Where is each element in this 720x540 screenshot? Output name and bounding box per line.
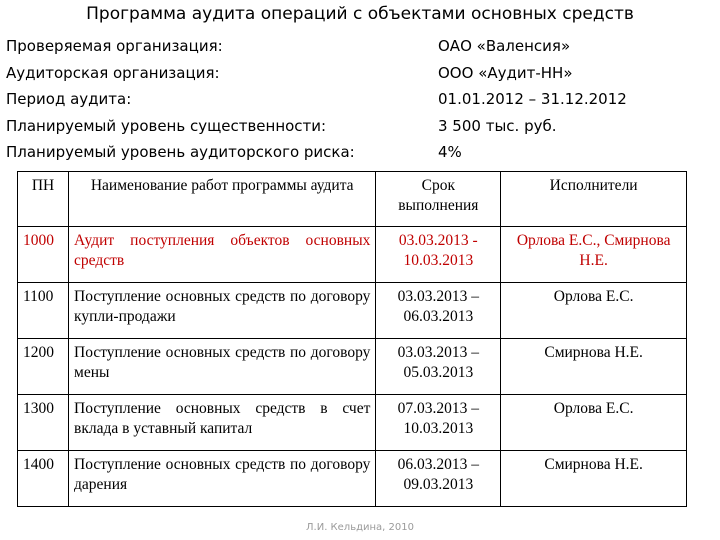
audit-program-table xyxy=(17,171,687,507)
page-title: Программа аудита операций с объектами основных средств xyxy=(86,4,634,24)
cell-term: 03.03.2013 - 10.03.2013 xyxy=(376,227,501,283)
info-value: 4% xyxy=(438,143,462,161)
info-label: Планируемый уровень аудиторского риска: xyxy=(6,143,355,161)
info-value: ООО «Аудит-НН» xyxy=(438,63,573,82)
cell-code: 1200 xyxy=(18,339,69,395)
audit-info-block xyxy=(6,36,706,169)
table-row xyxy=(18,283,687,339)
cell-code: 1000 xyxy=(18,227,69,283)
table-row xyxy=(18,451,687,507)
cell-executors: Смирнова Н.Е. xyxy=(501,451,687,507)
info-row-period xyxy=(6,89,706,116)
cell-executors: Смирнова Н.Е. xyxy=(501,339,687,395)
cell-executors: Орлова Е.С. xyxy=(501,395,687,451)
info-value: 01.01.2012 – 31.12.2012 xyxy=(438,90,627,108)
info-value: 3 500 тыс. руб. xyxy=(438,116,557,135)
info-row-organization xyxy=(6,36,706,63)
info-label: Проверяемая организация: xyxy=(6,37,223,55)
column-header-code: ПН xyxy=(18,172,69,227)
column-header-term: Срок выполнения xyxy=(376,172,501,227)
info-row-risk xyxy=(6,142,706,169)
cell-term: 03.03.2013 – 05.03.2013 xyxy=(376,339,501,395)
table-row xyxy=(18,395,687,451)
info-label: Планируемый уровень существенности: xyxy=(6,116,327,135)
cell-code: 1400 xyxy=(18,451,69,507)
author-watermark: Л.И. Кельдина, 2010 xyxy=(306,522,414,533)
info-label: Период аудита: xyxy=(6,90,132,108)
cell-name: Поступление основных средств в счет вклада в уставный капитал xyxy=(69,395,376,451)
table-row xyxy=(18,227,687,283)
cell-code: 1100 xyxy=(18,283,69,339)
cell-term: 03.03.2013 – 06.03.2013 xyxy=(376,283,501,339)
cell-name: Поступление основных средств по договору мены xyxy=(69,339,376,395)
cell-name: Аудит поступления объектов основных средств xyxy=(69,227,376,283)
cell-name: Поступление основных средств по договору купли-продажи xyxy=(69,283,376,339)
table-header-row xyxy=(18,172,687,227)
info-row-materiality xyxy=(6,116,706,143)
table-row xyxy=(18,339,687,395)
cell-executors: Орлова Е.С., Смирнова Н.Е. xyxy=(501,227,687,283)
cell-term: 06.03.2013 – 09.03.2013 xyxy=(376,451,501,507)
cell-term: 07.03.2013 – 10.03.2013 xyxy=(376,395,501,451)
column-header-name: Наименование работ программы аудита xyxy=(69,172,376,227)
cell-code: 1300 xyxy=(18,395,69,451)
cell-name: Поступление основных средств по договору дарения xyxy=(69,451,376,507)
cell-executors: Орлова Е.С. xyxy=(501,283,687,339)
column-header-executors: Исполнители xyxy=(501,172,687,227)
info-row-auditor xyxy=(6,63,706,90)
info-value: ОАО «Валенсия» xyxy=(438,37,571,55)
info-label: Аудиторская организация: xyxy=(6,63,220,82)
